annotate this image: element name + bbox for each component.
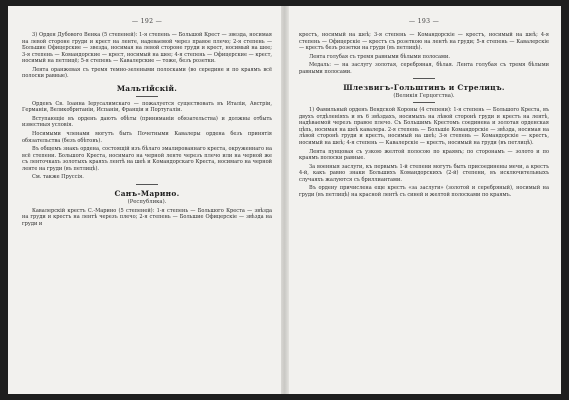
right-paragraph-5: Лента пунцовая съ узкою желтой полосою по краямъ; по сторонамъ — золото и по краямъ полоски равные. — [299, 148, 549, 162]
book-spread — [8, 6, 561, 394]
left-page-number: — 192 — — [131, 18, 163, 25]
section-divider — [136, 184, 158, 185]
right-page-number: — 193 — — [408, 18, 440, 25]
left-paragraph-2: Лента оранжевая съ тремя темно-зелеными полосками (во середине и по краямъ всё полоски равные). — [22, 66, 272, 80]
book-gutter — [281, 6, 289, 394]
right-paragraph-6: За военныя заслуги, къ первымъ 1-й степени могутъ быть присоединены мечи, а крестъ 4-й, какъ равно знаки Большихъ Командорскихъ (2-й) степени, въ исключительныхъ случаяхъ жалуются съ бриллиантами. — [299, 163, 549, 183]
section-heading-mecklenburg: Шлезвигъ-Гольштинъ и Стрелицъ. — [343, 83, 505, 93]
left-paragraph-8: Кавалерскій крестъ С.-Марино (5 степеней): 1-я степень — Большого Креста — звѣзда на груди и крестъ на лентѣ черезъ плечо; 2-я степень — Большие Офицерскіе — звѣзда на груди и — [22, 207, 272, 227]
left-paragraph-5: Носимыми членами могутъ быть Почетными Кавалеры ордена безъ принятія обязательства (безъ обѣтовъ). — [22, 131, 272, 144]
left-paragraph-3: Орденъ Св. Іоанна Іерусалимскаго — пожалуется существовать въ Италіи, Австріи, Германіи, Великобританіи, Испаніи, Франціи и Португаліи. — [22, 100, 272, 114]
left-paragraph-4: Вступающіе въ орденъ даютъ обѣты (приниманіи обязательства) и должны отбыть известныя условія. — [22, 115, 272, 129]
left-paragraph-7: См. также Пруссія. — [32, 174, 84, 181]
section-divider — [413, 78, 435, 79]
heading-rule — [413, 102, 435, 103]
left-page — [22, 6, 272, 394]
left-paragraph-1: 3) Орден Дубового Венка (5 степеней): 1-я степень — Большой Крест — звезда, носимая на левой стороне груди и крест на ленте, надеваемой через правое плечо; 2-я степень — Большие Офицерские — звезда, носимая на левой стороне груди и крест, носимый на шее; 3-я степень — Командорские — крест, носимый на шее; 4-я степень — Офицерские — крест, носимый на петлицё; 5-я степень — Кавалерские — тоже, безъ розетки. — [22, 32, 272, 65]
section-heading-san-marino: Санъ-Марино. — [114, 188, 180, 198]
right-paragraph-3: Медаль: — на заслугу золотая, серебряная, бѣлая. Лента голубая съ тремя бѣлыми равными полосами. — [299, 62, 549, 75]
right-paragraph-7: Въ ордену причислена еще крестъ «за заслуги» (золотой и серебряный), носимый на груди (въ петлицѣ) на красной лентѣ съ синей и желтой полосками по краямъ. — [299, 185, 549, 198]
section-subheading-mecklenburg: (Великія Герцогства). — [393, 93, 455, 100]
right-paragraph-4: 1) Фамильный орденъ Вендской Короны (4 степени): 1-я степень — Большого Креста, въ двухъ отдѣленіяхъ и въ 6 звѣздахъ, носимыхъ на лѣвой сторонѣ груди и крестъ на лентѣ, надѣваемой черезъ правое плечо. Съ Большимъ Крестомъ соединена и золотая орденская цѣпь, носимая на шеѣ кавалера. 2-я степень — Большіе Командорскіе — звѣзда, носимая на лѣвой сторонѣ груди и крестъ, носимый на шеѣ; 3-я степень — Командорскіе — крестъ, носимый на шеѣ; 4-я степень — Кавалерскіе — крестъ, носимый на груди (въ петлицѣ). — [299, 107, 549, 147]
right-paragraph-2: Лента голубая съ тремя равными бѣлыми полосами. — [309, 53, 450, 60]
left-paragraph-6: Въ общемъ знакъ ордена, состоящій изъ бѣлаго эмалированнаго креста, окруженнаго на всё степени. Большого Креста, носимаго на черной ленте черезъ плечо или на черной же съ ленточкахъ золотыхъ краяхъ лентѣ на шеѣ и Командорскаго Креста, носимаго на черной ленте на груди (въ петлицѣ). — [22, 146, 272, 172]
right-page — [299, 6, 549, 394]
heading-rule — [136, 96, 158, 97]
right-paragraph-1: крестъ, носимый на шеѣ; 3-я степень — Командорскіе — крестъ, носимый на шеѣ; 4-я степень — Офицерскіе — крестъ съ розеткою на лентѣ на груди; 5-я степень — Кавалерскіе — крестъ безъ розетки на груди (въ петлицѣ). — [299, 32, 549, 52]
section-heading-maltese: Мальтійскій. — [116, 83, 178, 93]
section-subheading-san-marino: (Республика). — [127, 198, 167, 205]
